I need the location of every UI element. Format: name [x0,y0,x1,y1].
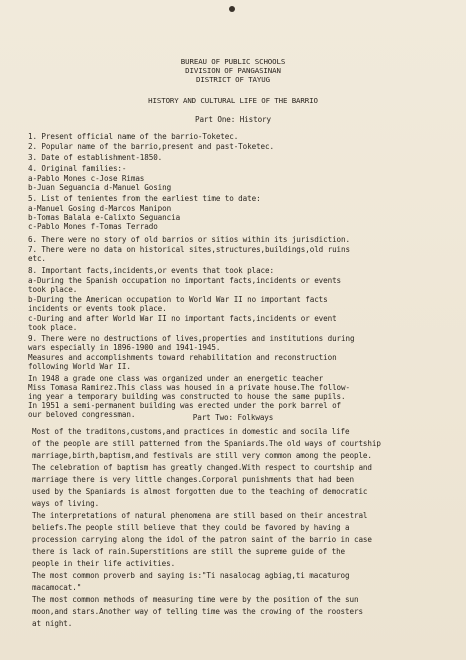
text-line: The interpretations of natural phenomena are still based on their ancestral [32,511,368,520]
text-line: 6. There were no story of old barrios or sitios within its jurisdiction. [28,235,350,244]
text-line: 1. Present official name of the barrio-Toketec. [28,132,239,141]
text-line: took place. [28,323,78,332]
binder-hole [229,6,235,12]
text-line: took place. [28,285,78,294]
text-line: used by the Spaniards is almost forgotten due to the teaching of democratic [32,487,368,496]
text-line: at night. [32,619,73,628]
text-line: b-During the American occupation to World War II no important facts [28,295,328,304]
text-line: Most of the traditons,customs,and practices in domestic and socila life [32,427,350,436]
text-line: incidents or events took place. [28,304,167,313]
text-line: The most common proverb and saying is:"Ti nasalocag agbiag,ti macaturog [32,571,350,580]
text-line: c-Pablo Mones f-Tomas Terrado [28,222,158,231]
text-line: b-Juan Seguancia d-Manuel Gosing [28,183,172,192]
text-line: of the people are still patterned from the Spaniards.The old ways of courtship [32,439,381,448]
text-line: In 1948 a grade one class was organized under an energetic teacher [28,374,324,383]
text-line: a-Manuel Gosing d-Marcos Manipon [28,204,172,213]
header-division: DIVISION OF PANGASINAN [185,66,281,75]
text-line: macamocat." [32,583,82,592]
text-line: 9. There were no destructions of lives,properties and institutions during [28,334,355,343]
part-two-title: Part Two: Folkways [192,413,274,422]
text-line: b-Tomas Balala e-Calixto Seguancia [28,213,181,222]
text-line: 8. Important facts,incidents,or events that took place: [28,266,274,275]
text-line: a-During the Spanish occupation no important facts,incidents or events [28,276,342,285]
text-line: marriage,birth,baptism,and festivals are still very common among the people. [32,451,372,460]
text-line: 3. Date of establishment-1850. [28,153,163,162]
header-bureau: BUREAU OF PUBLIC SCHOOLS [180,57,286,66]
part-one-title: Part One: History [194,115,272,124]
text-line: c-During and after World War II no important facts,incidents or event [28,314,337,323]
document-title: HISTORY AND CULTURAL LIFE OF THE BARRIO [148,96,318,105]
text-line: The most common methods of measuring time were by the position of the sun [32,595,359,604]
text-line: beliefs.The people still believe that they could be favored by having a [32,523,350,532]
text-line: The celebration of baptism has greatly changed.With respect to courtship and [32,463,372,472]
text-line: there is lack of rain.Superstitions are still the supreme guide of the [32,547,346,556]
text-line: following World War II. [28,362,131,371]
text-line: ing year a temporary building was constructed to house the same pupils. [28,392,346,401]
header-district: DISTRICT OF TAYUG [196,75,270,84]
text-line: marriage there is very little changes.Corporal punishments that had been [32,475,354,484]
text-line: Miss Tomasa Ramirez.This class was housed in a private house.The follow- [28,383,350,392]
text-line: Measures and accomplishments toward rehabilitation and reconstruction [28,353,337,362]
text-line: 5. List of tenientes from the earliest time to date: [28,194,261,203]
text-line: procession carrying along the idol of the patron saint of the barrio in case [32,535,372,544]
text-line: 4. Original families:- [28,164,127,173]
text-line: our beloved congressman. [28,410,136,419]
text-line: ways of living. [32,499,100,508]
text-line: a-Pablo Mones c-Jose Rimas [28,174,145,183]
text-line: In 1951 a semi-permanent building was erected under the pork barrel of [28,401,342,410]
text-line: people in their life activities. [32,559,176,568]
text-line: 7. There were no data on historical sites,structures,buildings,old ruins [28,245,350,254]
text-line: etc. [28,254,46,263]
text-line: wars especially in 1896-1900 and 1941-1945. [28,343,221,352]
text-line: moon,and stars.Another way of telling time was the crowing of the roosters [32,607,363,616]
text-line: 2. Popular name of the barrio,present and past-Toketec. [28,142,274,151]
